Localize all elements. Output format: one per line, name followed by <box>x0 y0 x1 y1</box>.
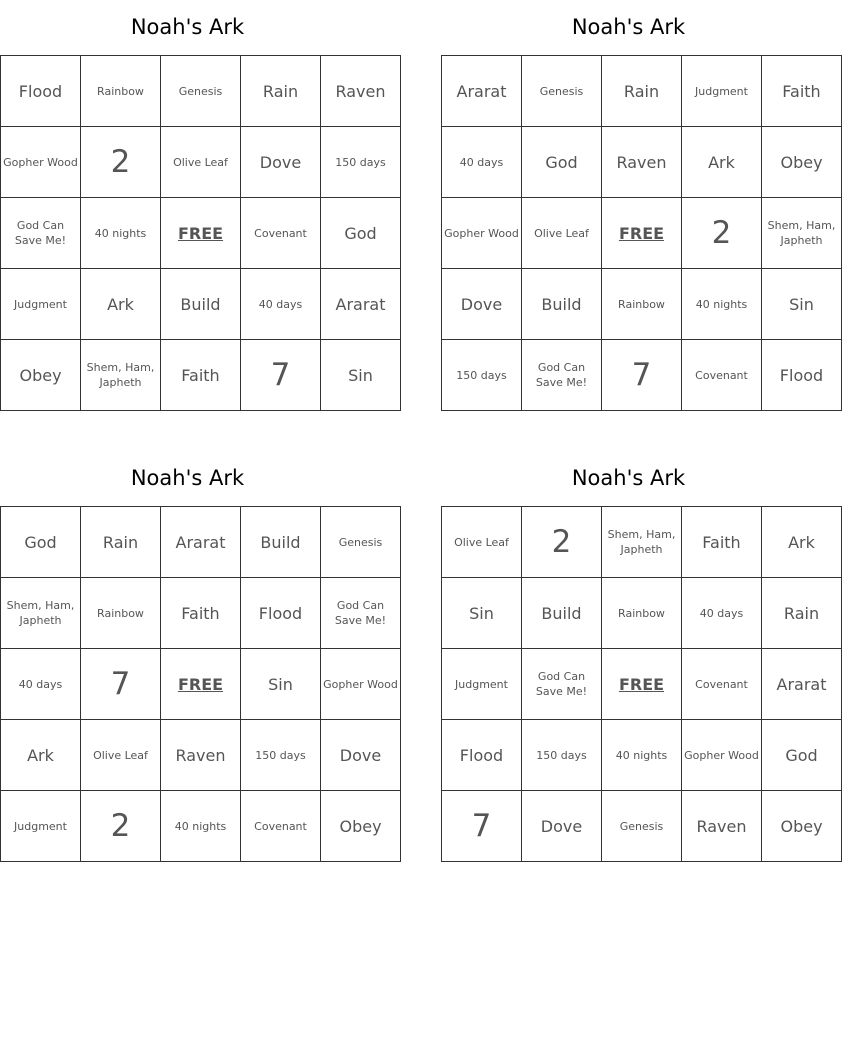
bingo-cell: 40 nights <box>161 791 241 862</box>
bingo-cell: 40 days <box>442 127 522 198</box>
bingo-cell: Rain <box>762 578 842 649</box>
bingo-grid <box>0 506 401 862</box>
bingo-cell: Ararat <box>321 269 401 340</box>
bingo-cell: 40 days <box>1 649 81 720</box>
bingo-cell: Gopher Wood <box>321 649 401 720</box>
bingo-row <box>1 649 401 720</box>
bingo-cell: Build <box>522 578 602 649</box>
bingo-cell: 150 days <box>442 340 522 411</box>
bingo-cell: Obey <box>762 127 842 198</box>
bingo-cell: Raven <box>602 127 682 198</box>
bingo-cell: Sin <box>442 578 522 649</box>
bingo-cell: Sin <box>762 269 842 340</box>
bingo-cell: Olive Leaf <box>522 198 602 269</box>
bingo-cell: Sin <box>241 649 321 720</box>
bingo-cell: Obey <box>762 791 842 862</box>
bingo-cell: Judgment <box>682 56 762 127</box>
free-space-cell: FREE <box>602 649 682 720</box>
bingo-row <box>1 507 401 578</box>
bingo-cell: Ararat <box>442 56 522 127</box>
bingo-cell: Faith <box>762 56 842 127</box>
bingo-cell: God Can Save Me! <box>522 649 602 720</box>
bingo-cell: 40 nights <box>682 269 762 340</box>
free-space-cell: FREE <box>161 198 241 269</box>
bingo-row <box>1 720 401 791</box>
bingo-grid <box>0 55 401 411</box>
card-title: Noah's Ark <box>571 15 686 39</box>
bingo-row <box>1 127 401 198</box>
free-space-cell: FREE <box>161 649 241 720</box>
bingo-cell: 7 <box>442 791 522 862</box>
bingo-cell: Ark <box>762 507 842 578</box>
bingo-cell: Obey <box>1 340 81 411</box>
bingo-row <box>442 198 842 269</box>
bingo-cell: God <box>522 127 602 198</box>
bingo-cell: Faith <box>161 578 241 649</box>
bingo-cell: Raven <box>682 791 762 862</box>
bingo-row <box>442 507 842 578</box>
bingo-cell: 2 <box>81 791 161 862</box>
bingo-row <box>1 578 401 649</box>
bingo-cell: Shem, Ham, Japheth <box>762 198 842 269</box>
bingo-cell: Build <box>522 269 602 340</box>
bingo-cell: Rainbow <box>602 269 682 340</box>
bingo-cell: Rain <box>241 56 321 127</box>
bingo-cell: Rainbow <box>602 578 682 649</box>
bingo-cell: God Can Save Me! <box>321 578 401 649</box>
bingo-cell: Covenant <box>241 791 321 862</box>
bingo-cell: Genesis <box>321 507 401 578</box>
bingo-cell: Covenant <box>682 649 762 720</box>
bingo-row <box>1 269 401 340</box>
bingo-cell: Sin <box>321 340 401 411</box>
bingo-cell: Gopher Wood <box>682 720 762 791</box>
card-title: Noah's Ark <box>130 15 245 39</box>
bingo-cell: 2 <box>682 198 762 269</box>
bingo-cell: God <box>321 198 401 269</box>
bingo-cell: Rain <box>602 56 682 127</box>
bingo-cell: Dove <box>321 720 401 791</box>
bingo-cell: Ark <box>81 269 161 340</box>
bingo-cell: Judgment <box>1 269 81 340</box>
bingo-cell: 7 <box>602 340 682 411</box>
bingo-row <box>442 791 842 862</box>
bingo-row <box>442 56 842 127</box>
bingo-cell: 150 days <box>241 720 321 791</box>
bingo-grid <box>441 55 842 411</box>
bingo-cell: 40 nights <box>81 198 161 269</box>
bingo-cell: Shem, Ham, Japheth <box>602 507 682 578</box>
bingo-cell: Genesis <box>161 56 241 127</box>
bingo-cell: Ararat <box>161 507 241 578</box>
bingo-cell: 150 days <box>522 720 602 791</box>
bingo-cell: Shem, Ham, Japheth <box>81 340 161 411</box>
bingo-cell: 40 nights <box>602 720 682 791</box>
bingo-cell: 2 <box>81 127 161 198</box>
bingo-cell: Rainbow <box>81 56 161 127</box>
bingo-cell: Shem, Ham, Japheth <box>1 578 81 649</box>
bingo-row <box>442 578 842 649</box>
bingo-cell: Gopher Wood <box>442 198 522 269</box>
bingo-row <box>442 127 842 198</box>
bingo-cell: 150 days <box>321 127 401 198</box>
bingo-cell: Ark <box>1 720 81 791</box>
bingo-cell: Rain <box>81 507 161 578</box>
bingo-cell: Ark <box>682 127 762 198</box>
bingo-cell: Olive Leaf <box>81 720 161 791</box>
bingo-cell: God <box>762 720 842 791</box>
bingo-cell: Build <box>161 269 241 340</box>
bingo-cell: Obey <box>321 791 401 862</box>
bingo-row <box>442 649 842 720</box>
bingo-cell: 2 <box>522 507 602 578</box>
bingo-cell: Covenant <box>241 198 321 269</box>
bingo-cell: God <box>1 507 81 578</box>
bingo-cell: Genesis <box>602 791 682 862</box>
bingo-row <box>1 791 401 862</box>
bingo-row <box>442 340 842 411</box>
bingo-row <box>1 56 401 127</box>
bingo-cell: Ararat <box>762 649 842 720</box>
bingo-cell: Olive Leaf <box>442 507 522 578</box>
bingo-cell: Dove <box>442 269 522 340</box>
bingo-cell: 7 <box>241 340 321 411</box>
bingo-row <box>1 340 401 411</box>
bingo-cell: Genesis <box>522 56 602 127</box>
bingo-cell: Judgment <box>442 649 522 720</box>
bingo-cell: 40 days <box>241 269 321 340</box>
card-title: Noah's Ark <box>571 466 686 490</box>
bingo-cell: Raven <box>321 56 401 127</box>
bingo-cell: God Can Save Me! <box>522 340 602 411</box>
bingo-cell: Faith <box>682 507 762 578</box>
bingo-cell: Flood <box>762 340 842 411</box>
bingo-row <box>1 198 401 269</box>
bingo-cell: Build <box>241 507 321 578</box>
bingo-row <box>442 720 842 791</box>
bingo-cell: Flood <box>241 578 321 649</box>
free-space-cell: FREE <box>602 198 682 269</box>
bingo-cell: Flood <box>1 56 81 127</box>
bingo-cell: Judgment <box>1 791 81 862</box>
bingo-cell: Faith <box>161 340 241 411</box>
bingo-row <box>442 269 842 340</box>
bingo-cell: Dove <box>241 127 321 198</box>
bingo-grid <box>441 506 842 862</box>
card-title: Noah's Ark <box>130 466 245 490</box>
bingo-cell: 7 <box>81 649 161 720</box>
bingo-cell: Olive Leaf <box>161 127 241 198</box>
bingo-cell: Raven <box>161 720 241 791</box>
bingo-cell: Rainbow <box>81 578 161 649</box>
bingo-cell: 40 days <box>682 578 762 649</box>
bingo-cell: Gopher Wood <box>1 127 81 198</box>
bingo-cell: Dove <box>522 791 602 862</box>
bingo-cell: Covenant <box>682 340 762 411</box>
bingo-cell: God Can Save Me! <box>1 198 81 269</box>
bingo-cell: Flood <box>442 720 522 791</box>
